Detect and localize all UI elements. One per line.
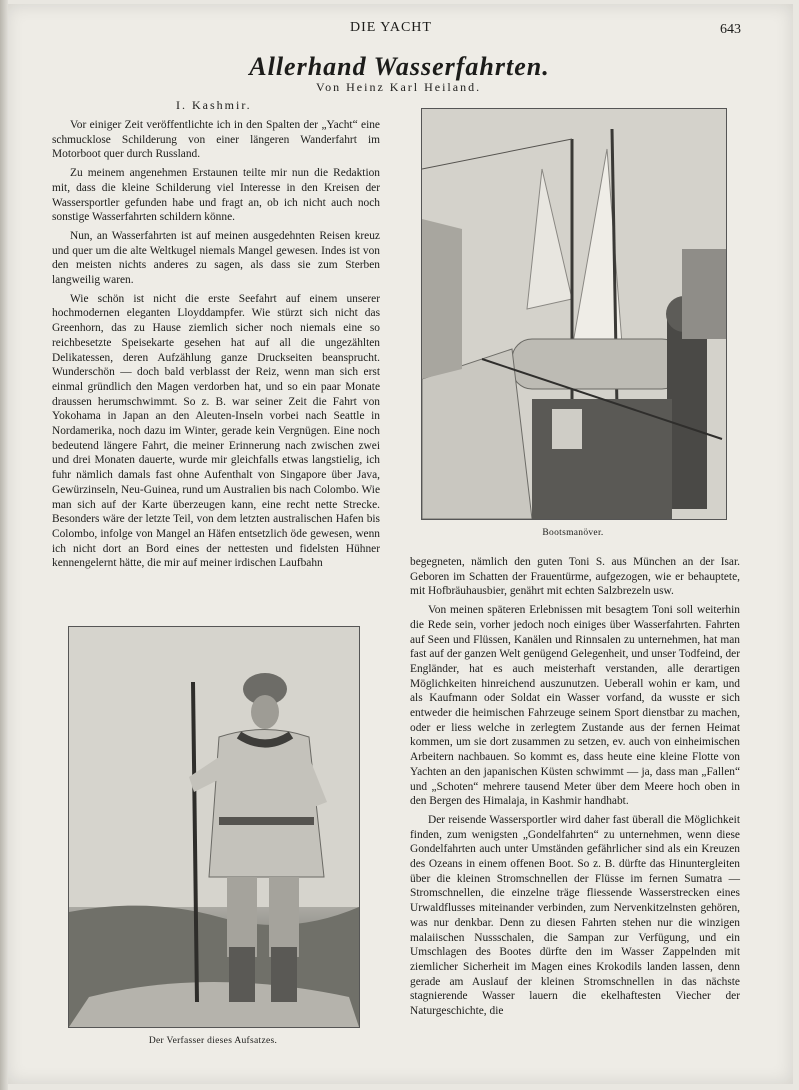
paragraph: Von meinen späteren Erlebnissen mit besagtem Toni soll weiterhin die Rede sein, vorher jedoch noch einiges über Wasserfahrten. Fahrten auf Seen und Flüssen, Kanälen und Rinnsalen zu unternehmen, hat man fast auf der ganzen Welt genügend Gelegenheit, und unser Todfeind, der Engländer, hat es auch meisterhaft verstanden, alle derartigen Möglichkeiten hinreichend auszunutzen. Ueberall wohin er kam, und als Kaufmann oder Soldat ein Wasser vorfand, da wusste er sich entweder die heimischen Fahrzeuge seinem Sport dienstbar zu machen, oder er liess welche in zerlegtem Zustande aus der fernen Heimat kommen, um sie dort zusammen zu setzen, ev. auch von einheimischen Arbeitern nachbauen. So kommt es, dass heute eine kleine Flotte von Yachten an den japanischen Küsten schwimmt — ja, dass man „Fallen“ und „Schoten“ mehrere tausend Meter über dem Meere hoch oben in den Bergen des Himalaja, in Kashmir handhabt. [410,604,740,808]
paragraph: Nun, an Wasserfahrten ist auf meinen ausgedehnten Reisen kreuz und quer um die alte Weltkugel niemals Mangel gewesen. Indes ist von den meisten nichts anderes zu sagen, als dass sie zum Sterben langweilig waren. [52,229,380,287]
running-head: DIE YACHT [350,20,432,35]
boat-photo-caption: Bootsmanöver. [542,528,604,538]
paragraph: begegneten, nämlich den guten Toni S. aus München an der Isar. Geboren im Schatten der Frauentürme, aufgezogen, wie er behauptete, mit Hofbräuhausbier, genährt mit echten Salzbrezeln usw. [410,556,740,598]
article-title: Allerhand Wasserfahrten. [249,52,550,81]
author-photo [68,626,360,1028]
page-number: 643 [720,22,741,37]
boat-photo [421,108,727,520]
author-photo-caption: Der Verfasser dieses Aufsatzes. [148,1036,278,1046]
byline: Von Heinz Karl Heiland. [316,80,482,94]
section-heading: I. Kashmir. [176,98,252,112]
author-photo-illustration [69,627,359,1027]
right-column [410,555,740,1023]
paragraph: Wie schön ist nicht die erste Seefahrt auf einem unserer hochmodernen eleganten Lloyddampfer. Wie stürzt sich nicht das Greenhorn, das zu Hause ziemlich sicher noch niemals eine so reichbesetzte Speisekarte gesehen hat auf all die ungezählten Delikatessen, deren Aufzählung ganze Druckseiten beansprucht. Wunderschön — doch bald verblasst der Reiz, wenn man sich erst einmal gründlich den Magen verdorben hat, und so ein paar Monate draussen herumschwimmt. So z. B. war seiner Zeit die Fahrt von Yokohama in Japan an den Aleuten-Inseln vorbei nach Seattle in Nordamerika, noch dazu im Winter, gerade kein Vergnügen. Eine noch bedeutend längere Fahrt, die meiner Erinnerung nach zwischen zwei und drei Monaten dauerte, wurde mir gleichfalls etwas langstielig, ich fuhr nämlich damals fast ohne Aufenthalt von Singapore über Java, Gewürzinseln, Neu-Guinea, rund um Australien bis nach Colombo. Wie man sich auf der Karte überzeugen kann, eine recht nette Strecke. Besonders wäre der letzte Teil, von dem letzten australischen Hafen bis Colombo, infolge von Mangel an Häfen entsetzlich öde gewesen, wenn ich nicht dort an Bord eines der nettesten und fidelsten Hühner kennengelernt hätte, die mir auf meiner irdischen Laufbahn [52,292,381,570]
left-column [52,118,380,575]
book-spine-shadow [0,0,8,1090]
boat-photo-illustration [422,109,726,519]
paragraph: Zu meinem angenehmen Erstaunen teilte mir nun die Redaktion mit, dass die kleine Schilderung viel Interesse in den Kreisen der Wassersportler gefunden habe und fragt an, ob ich nicht auch noch sonstige Wasserfahrten schildern könne. [52,167,380,224]
paragraph: Vor einiger Zeit veröffentlichte ich in den Spalten der „Yacht“ eine schmucklose Schilderung von einer längeren Wanderfahrt im Motorboot quer durch Russland. [52,119,380,161]
paragraph: Der reisende Wassersportler wird daher fast überall die Möglichkeit finden, zum wenigsten „Gondelfahrten“ zu unternehmen, wenn diese Gondelfahrten auch unter Umständen gefährlicher sind als ein Kreuzen des Ozeans in einem offenen Boot. So z. B. dürfte das Hinuntergleiten über die kleinen Stromschnellen der Flüsse im fernen Sumatra — Stromschnellen, die einzelne träge fliessende Wasserstrecken eines Urwaldflusses miteinander verbinden, zum Nervenkitzelnsten gehören, was nur denkbar. Denn zu diesen Fahrten stehen nur die winzigen malaiischen Nussschalen, die Sampan zur Verfügung, und ein Umschlagen des Bootes dürfte den im Wasser Zappelnden mit ziemlicher Sicherheit im Magen eines Krokodils landen lassen, denn gerade am Auslauf der kleinen Stromschnellen in das nächste stagnierende Wasser lauern die ekelhaftesten Viecher der Naturgeschichte, die [410,813,740,1018]
